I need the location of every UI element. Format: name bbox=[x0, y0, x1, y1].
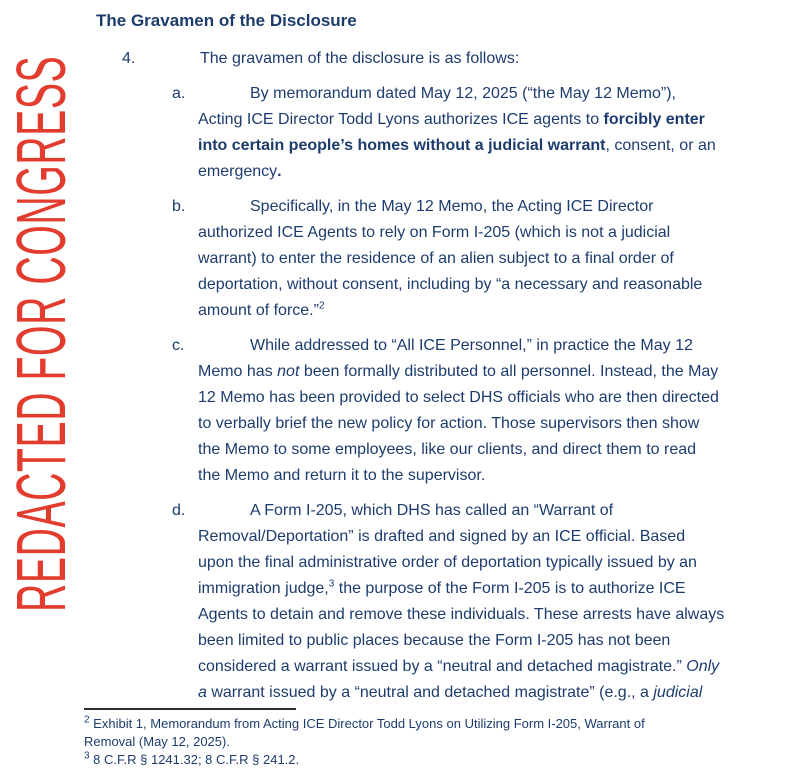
text-line bbox=[198, 272, 776, 298]
text-line bbox=[198, 550, 776, 576]
text-segment: the Memo to some employees, like our clients, and direct them to read bbox=[198, 441, 697, 458]
text-line bbox=[198, 654, 776, 680]
text-segment: the Memo and return it to the supervisor. bbox=[198, 467, 486, 484]
text-segment: a bbox=[198, 684, 207, 701]
text-segment: Acting ICE Director Todd Lyons authorizes ICE agents to bbox=[198, 111, 604, 128]
text-line bbox=[198, 524, 776, 550]
text-segment: 12 Memo has been provided to select DHS officials who are then directed bbox=[198, 389, 719, 406]
text-segment: into certain people’s homes without a judicial warrant bbox=[198, 137, 606, 154]
text-segment: emergency bbox=[198, 163, 278, 180]
text-segment: A Form I-205, which DHS has called an “Warrant of bbox=[250, 502, 614, 519]
text-segment: amount of force.” bbox=[198, 302, 319, 319]
text-line bbox=[198, 333, 776, 359]
text-segment: Removal/Deportation” is drafted and signed by an ICE official. Based bbox=[198, 528, 686, 545]
item-c-text bbox=[198, 333, 776, 489]
footnote-2 bbox=[84, 715, 764, 751]
text-segment: Agents to detain and remove these individuals. These arrests have always bbox=[198, 606, 725, 623]
text-segment: deportation, without consent, including by “a necessary and reasonable bbox=[198, 276, 703, 293]
text-line bbox=[198, 246, 776, 272]
text-segment: Specifically, in the May 12 Memo, the Acting ICE Director bbox=[250, 198, 654, 215]
paragraph-number: 4. bbox=[122, 50, 136, 67]
text-line bbox=[198, 498, 776, 524]
text-segment: upon the final administrative order of deportation typically issued by an bbox=[198, 554, 697, 571]
text-line bbox=[198, 411, 776, 437]
redacted-for-congress-watermark: REDACTED FOR CONGRESS bbox=[2, 55, 80, 613]
text-line bbox=[84, 715, 764, 733]
item-a bbox=[0, 81, 800, 185]
text-line bbox=[198, 576, 776, 602]
text-line bbox=[198, 298, 776, 324]
text-segment: Exhibit 1, Memorandum from Acting ICE Director Todd Lyons on Utilizing Form I-205, Warrant of bbox=[89, 716, 645, 731]
text-line bbox=[198, 194, 776, 220]
item-label: a. bbox=[172, 85, 186, 102]
text-line bbox=[198, 107, 776, 133]
text-segment: been formally distributed to all personnel. Instead, the May bbox=[299, 363, 719, 380]
text-line bbox=[198, 359, 776, 385]
footnote-area bbox=[84, 708, 764, 769]
item-label: b. bbox=[172, 198, 186, 215]
text-segment: forcibly enter bbox=[603, 111, 705, 128]
text-line bbox=[198, 628, 776, 654]
item-d-text bbox=[198, 498, 776, 706]
text-segment: immigration judge, bbox=[198, 580, 329, 597]
text-line bbox=[198, 463, 776, 489]
item-label: d. bbox=[172, 502, 186, 519]
text-segment: , consent, or an bbox=[605, 137, 716, 154]
text-segment: been limited to public places because the Form I-205 has not been bbox=[198, 632, 671, 649]
text-segment: Only bbox=[686, 658, 720, 675]
text-line bbox=[84, 733, 764, 751]
text-segment: . bbox=[277, 163, 282, 180]
item-b-text bbox=[198, 194, 776, 324]
text-segment: to verbally brief the new policy for action. Those supervisors then show bbox=[198, 415, 700, 432]
text-line bbox=[198, 385, 776, 411]
item-d bbox=[0, 498, 800, 706]
text-segment: not bbox=[277, 363, 300, 380]
page-title: The Gravamen of the Disclosure bbox=[96, 11, 357, 30]
text-segment: 8 C.F.R § 1241.32; 8 C.F.R § 241.2. bbox=[89, 752, 300, 767]
text-line bbox=[198, 159, 776, 185]
text-segment: Memo has bbox=[198, 363, 278, 380]
item-label: c. bbox=[172, 337, 185, 354]
text-segment: The gravamen of the disclosure is as follows: bbox=[200, 50, 520, 67]
text-line bbox=[200, 46, 776, 72]
superscript: 3 bbox=[328, 578, 335, 590]
text-segment: judicial bbox=[653, 684, 703, 701]
text-segment: Removal (May 12, 2025). bbox=[84, 734, 230, 749]
text-segment: While addressed to “All ICE Personnel,” in practice the May 12 bbox=[250, 337, 693, 354]
text-line bbox=[84, 751, 764, 769]
text-segment: warrant) to enter the residence of an alien subject to a final order of bbox=[198, 250, 674, 267]
text-line bbox=[198, 437, 776, 463]
paragraph-4-text bbox=[200, 46, 776, 72]
text-line bbox=[198, 680, 776, 706]
footnote-3 bbox=[84, 751, 764, 769]
superscript: 2 bbox=[84, 714, 90, 726]
text-segment: authorized ICE Agents to rely on Form I-205 (which is not a judicial bbox=[198, 224, 671, 241]
text-segment: the purpose of the Form I-205 is to authorize ICE bbox=[334, 580, 686, 597]
item-b bbox=[0, 194, 800, 324]
text-segment: considered a warrant issued by a “neutral and detached magistrate.” bbox=[198, 658, 687, 675]
text-line bbox=[198, 133, 776, 159]
item-c bbox=[0, 333, 800, 489]
superscript: 3 bbox=[84, 750, 90, 762]
item-a-text bbox=[198, 81, 776, 185]
text-segment: By memorandum dated May 12, 2025 (“the May 12 Memo”), bbox=[250, 85, 676, 102]
text-line bbox=[198, 81, 776, 107]
text-segment: warrant issued by a “neutral and detached magistrate” (e.g., a bbox=[206, 684, 654, 701]
superscript: 2 bbox=[318, 300, 325, 312]
footnote-separator bbox=[84, 708, 296, 710]
text-line bbox=[198, 220, 776, 246]
paragraph-4 bbox=[0, 46, 800, 72]
text-line bbox=[198, 602, 776, 628]
